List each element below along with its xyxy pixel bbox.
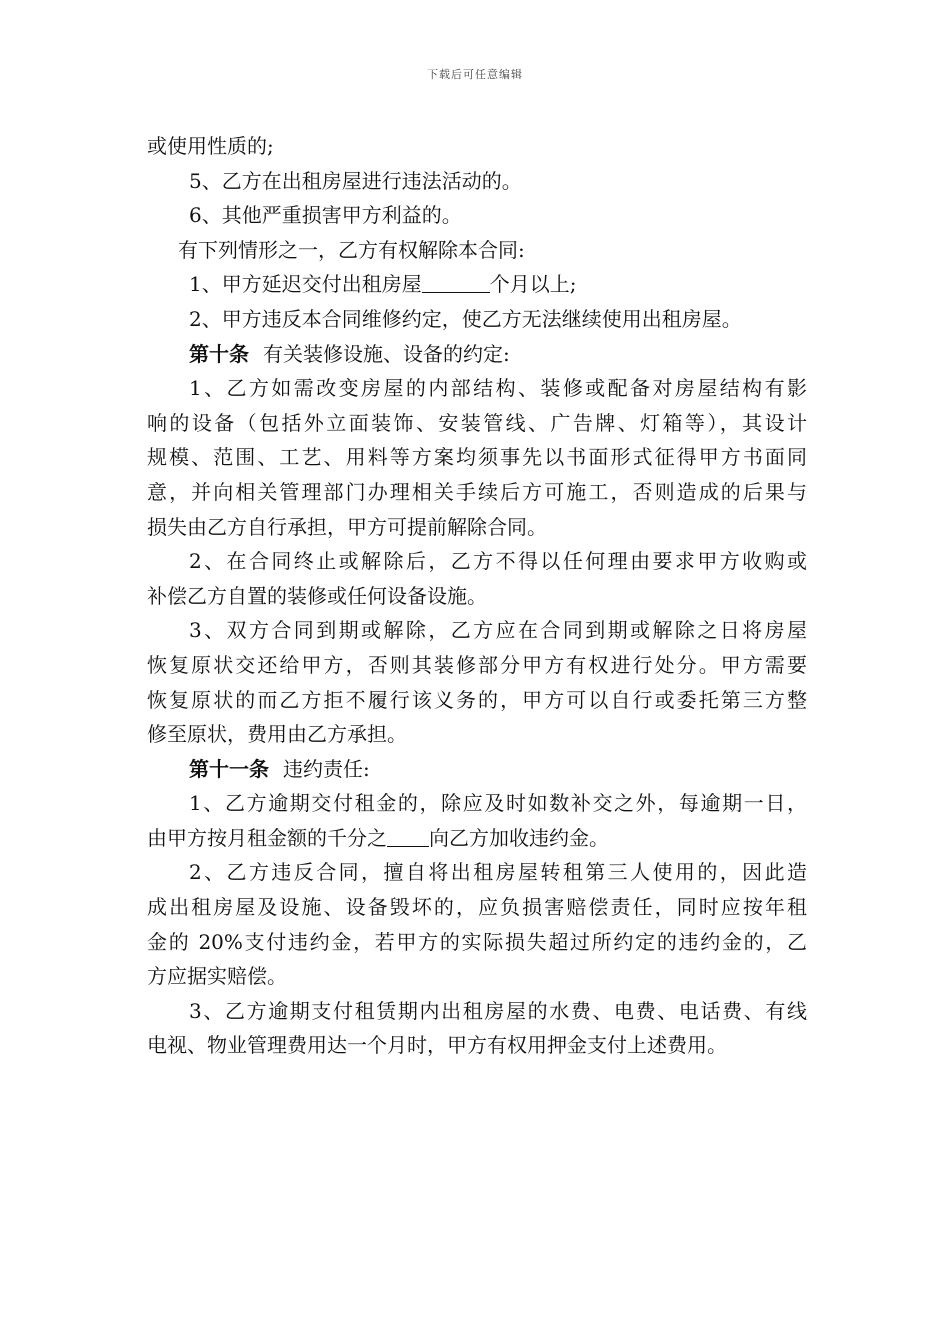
paragraph-line: 2、乙方违反合同，擅自将出租房屋转租第三人使用的，因此造 <box>189 860 807 885</box>
clause-item-1 <box>147 267 807 302</box>
paragraph-line: 1、乙方逾期交付租金的，除应及时如数补交之外，每逾期一日， <box>189 791 807 816</box>
paragraph-line: 金的 20%支付违约金，若甲方的实际损失超过所约定的违约金的，乙 <box>147 929 807 954</box>
paragraph-line: 规模、范围、工艺、用料等方案均须事先以书面形式征得甲方书面同 <box>147 445 807 470</box>
page-header: 下载后可任意编辑 <box>427 68 523 81</box>
clause-item-2: 2、甲方违反本合同维修约定，使乙方无法继续使用出租房屋。 <box>189 306 742 331</box>
clause-text: 1、甲方延迟交付出租房屋 <box>189 272 422 297</box>
article-title: 违约责任: <box>283 756 370 781</box>
clause-text: 由甲方按月租金额的千分之 <box>147 825 387 850</box>
article-number: 第十条 <box>189 341 249 366</box>
paragraph-line: 意，并向相关管理部门办理相关手续后方可施工，否则造成的后果与 <box>147 479 807 504</box>
fill-in-blank <box>387 826 429 847</box>
paragraph-line: 3、双方合同到期或解除，乙方应在合同到期或解除之日将房屋 <box>189 618 807 643</box>
paragraph-line: 或使用性质的; <box>147 134 274 158</box>
article-number: 第十一条 <box>189 756 269 781</box>
paragraph-line: 损失由乙方自行承担，甲方可提前解除合同。 <box>147 514 547 539</box>
article-heading-10 <box>147 337 807 372</box>
paragraph-line: 电视、物业管理费用达一个月时，甲方有权用押金支付上述费用。 <box>147 1033 727 1058</box>
fill-in-blank <box>422 272 490 293</box>
paragraph-line: 响的设备（包括外立面装饰、安装管线、广告牌、灯箱等），其设计 <box>147 410 807 435</box>
paragraph-line <box>147 821 807 856</box>
article-title: 有关装修设施、设备的约定: <box>263 341 510 366</box>
paragraph-line: 恢复原状的而乙方拒不履行该义务的，甲方可以自行或委托第三方整 <box>147 687 807 712</box>
paragraph-line: 成出租房屋及设施、设备毁坏的，应负损害赔偿责任，同时应按年租 <box>147 895 807 920</box>
paragraph-line: 方应据实赔偿。 <box>147 964 287 989</box>
clause-item-6: 6、其他严重损害甲方利益的。 <box>189 203 462 228</box>
clause-text: 个月以上; <box>489 272 577 297</box>
paragraph-line: 有下列情形之一，乙方有权解除本合同: <box>178 237 525 262</box>
paragraph-line: 补偿乙方自置的装修或任何设备设施。 <box>147 583 487 608</box>
paragraph-line: 1、乙方如需改变房屋的内部结构、装修或配备对房屋结构有影 <box>189 376 807 401</box>
paragraph-line: 2、在合同终止或解除后，乙方不得以任何理由要求甲方收购或 <box>189 549 807 574</box>
document-body <box>147 129 807 1063</box>
article-heading-11 <box>147 752 807 787</box>
paragraph-line: 修至原状，费用由乙方承担。 <box>147 722 407 747</box>
clause-text: 向乙方加收违约金。 <box>429 825 609 850</box>
paragraph-line: 恢复原状交还给甲方，否则其装修部分甲方有权进行处分。甲方需要 <box>147 652 807 677</box>
clause-item-5: 5、乙方在出租房屋进行违法活动的。 <box>189 168 522 193</box>
paragraph-line: 3、乙方逾期支付租赁期内出租房屋的水费、电费、电话费、有线 <box>189 998 807 1023</box>
